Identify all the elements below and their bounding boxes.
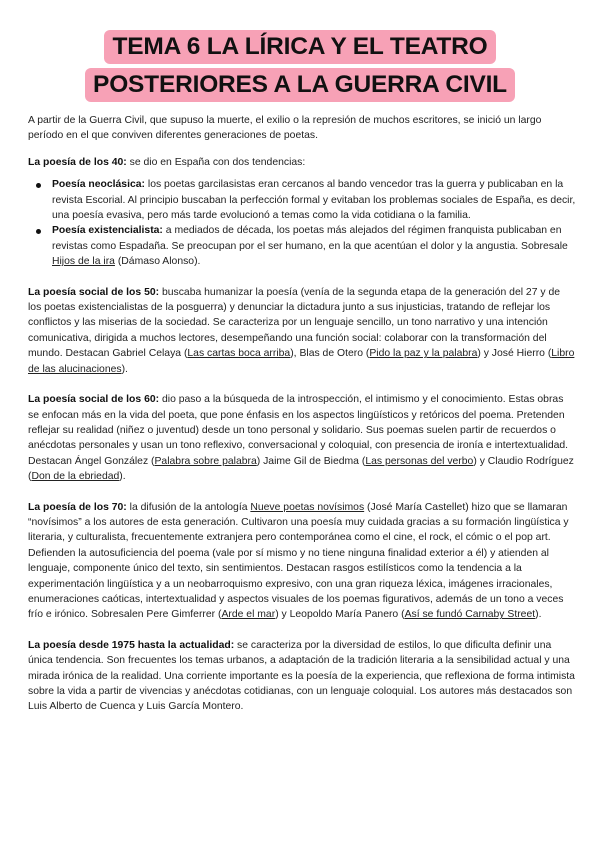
section-poesia-50: [28, 285, 576, 377]
section-text: ) Jaime Gil de Biedma (: [256, 455, 366, 467]
work-title: Arde el mar: [221, 609, 276, 621]
section-poesia-60: [28, 392, 576, 484]
section-text: dio paso a la búsqueda de la introspección, el intimismo y el conocimiento. Estas obras se enfocan más en la vida del poeta, que pone énfasis en los aspectos lingüísticos y retóricos del poema. Pretenden reflejar su realidad (niñez o juventud) desde un tono personal y solidario. Sus poemas suelen partir de recuerdos o anécdotas personales y usan un tono reflexivo, conversacional y coloquial, con presencia de ironía e intertextualidad. Destacan Ángel González (: [28, 394, 569, 467]
list-item-existencialista: [52, 223, 576, 269]
section-text: ).: [119, 471, 126, 483]
section-text: ), Blas de Otero (: [290, 348, 370, 360]
section-text: ) y Leopoldo María Panero (: [275, 609, 405, 621]
section-text: ) y Claudio Rodríguez (: [28, 455, 574, 483]
document-title: [0, 30, 600, 102]
section-label: La poesía desde 1975 hasta la actualidad:: [28, 639, 235, 651]
item-label: Poesía existencialista:: [52, 225, 163, 237]
work-title: Nueve poetas novísimos: [250, 501, 365, 513]
title-line-1: TEMA 6 LA LÍRICA Y EL TEATRO: [104, 30, 495, 64]
section-text: buscaba humanizar la poesía (venía de la segunda etapa de la generación del 27 y de los poetas existencialistas de la posguerra) y denunciar la dictadura junto a sus injusticias, tratando de reflejar los conflictos y las miserias de la sociedad. Se caracteriza por un lenguaje sencillo, un tono narrativo y una intención comunicativa, dirigida a muchos lectores, desempeñando una función social: colaborar con la transformación del mundo. Destacan Gabriel Celaya (: [28, 286, 560, 360]
list-item-neoclasica: [52, 177, 576, 223]
tendencias-list: [28, 177, 576, 269]
item-label: Poesía neoclásica:: [52, 179, 145, 191]
item-text-tail: (Dámaso Alonso).: [114, 256, 201, 268]
work-title: Don de la ebriedad: [31, 471, 120, 483]
section-poesia-70: [28, 500, 576, 623]
section-text: ).: [535, 609, 542, 621]
work-title: Palabra sobre palabra: [154, 455, 257, 467]
work-title: Las cartas boca arriba: [187, 348, 291, 360]
section-label: La poesía de los 40:: [28, 156, 127, 168]
section-text: la difusión de la antología: [126, 501, 251, 513]
work-title: Así se fundó Carnaby Street: [404, 609, 536, 621]
item-text: los poetas garcilasistas eran cercanos al bando vencedor tras la guerra y publicaban en la revista Escorial. Al principio buscaban la perfección formal y evitaban los problemas sociales de España, es decir, una poesía evasiva, pero más tarde evolucionó a temas como la vida cotidiana o la familia.: [52, 179, 576, 222]
work-title: Pido la paz y la palabra: [369, 348, 478, 360]
title-line-2: POSTERIORES A LA GUERRA CIVIL: [85, 68, 515, 102]
section-label: La poesía social de los 60:: [28, 394, 160, 406]
item-text: a mediados de década, los poetas más alejados del régimen franquista publicaban en revistas como Espadaña. Se preocupan por el ser humano, en la que acentúan el dolor y la angustia. Sobresale: [52, 225, 568, 252]
section-text: ) y José Hierro (: [477, 348, 552, 360]
work-title: Las personas del verbo: [365, 455, 474, 467]
section-text: se dio en España con dos tendencias:: [126, 156, 306, 168]
section-poesia-1975: [28, 638, 576, 715]
section-label: La poesía de los 70:: [28, 501, 127, 513]
section-label: La poesía social de los 50:: [28, 286, 160, 298]
document-body: [28, 113, 576, 715]
section-text: se caracteriza por la diversidad de estilos, lo que dificulta definir una única tendencia. Son frecuentes los temas urbanos, a adaptación de la tradición literaria a la sensibilidad actual y una mirada irónica de la realidad. Una corriente importante es la poesía de la experiencia, que reflexiona de forma intimista sobre la vida a partir de vivencias y anécdotas cotidianas, con un lenguaje coloquial. Los autores más destacados son Luis Alberto de Cuenca y Luis García Montero.: [28, 639, 575, 713]
intro-paragraph: A partir de la Guerra Civil, que supuso la muerte, el exilio o la represión de muchos escritores, se inició un largo período en el que conviven diferentes generaciones de poetas.: [28, 115, 542, 142]
work-title: Libro de las alucinaciones: [28, 348, 575, 375]
section-text: (José María Castellet) hizo que se llamaran “novísimos” a los autores de esta generación. Cultivaron una poesía muy cuidada gracias a su formación lingüística y literaria, y culturalista, frecuentemente extranjera pero contemporánea como el cine, el rock, el cómic o el pop art. Defienden la autosuficiencia del poema (vale por sí mismo y no tiene ninguna finalidad exterior a él) y atienden al lenguaje, componente único del texto, sin sentimientos. Destacan rasgos estilísticos como la tendencia a la experimentación lingüística y a un neobarroquismo expresivo, con una gran riqueza léxica, imágenes irracionales, enumeraciones caóticas, intertextualidad y aspectos visuales de los poemas figurativos, además de un tono a veces frío e irónico. Sobresalen Pere Gimferrer (: [28, 501, 569, 621]
work-title: Hijos de la ira: [52, 256, 115, 268]
section-poesia-40: [28, 155, 576, 170]
section-text: ).: [121, 363, 128, 375]
